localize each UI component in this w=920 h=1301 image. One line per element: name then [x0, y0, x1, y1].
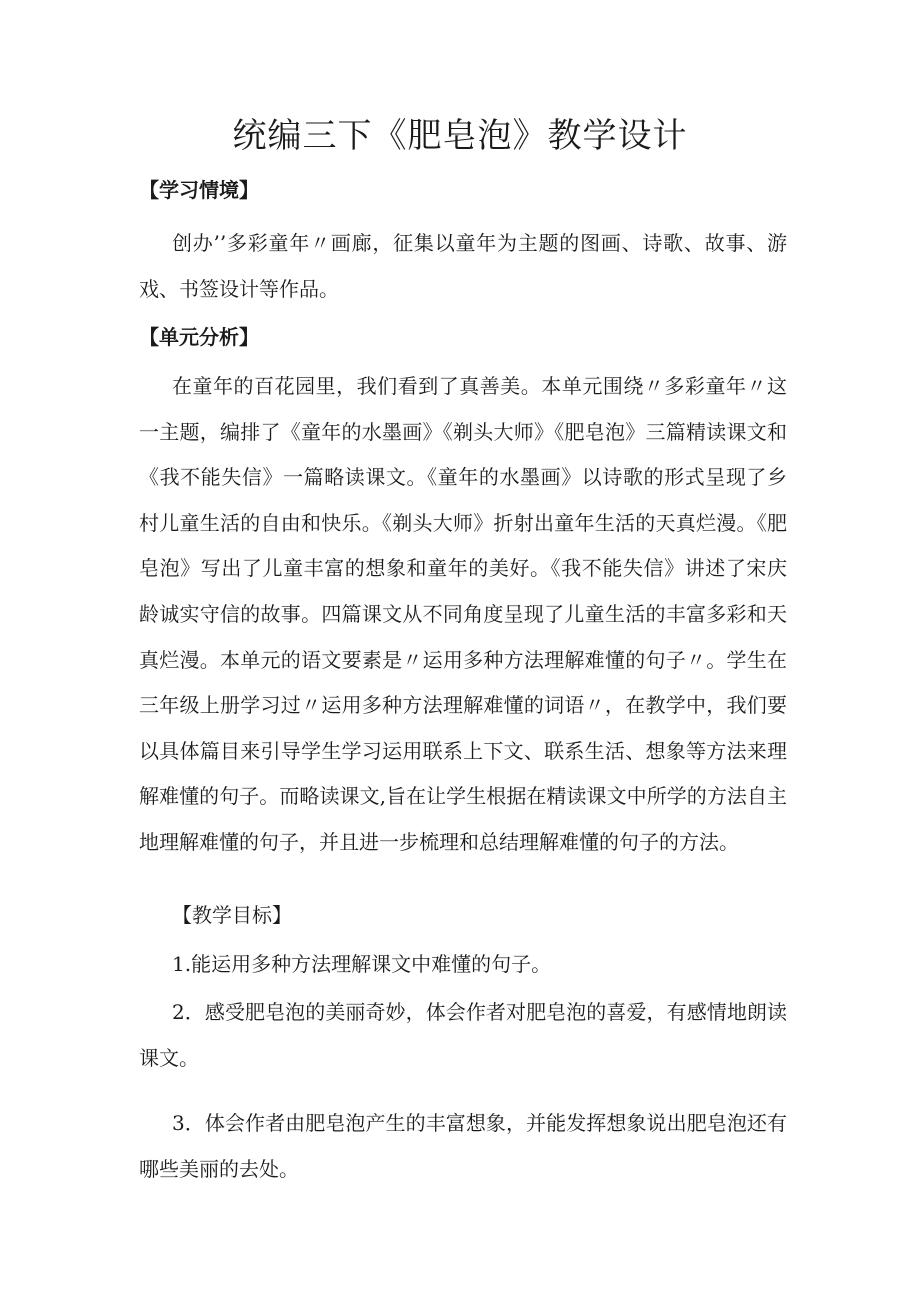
analysis-paragraph: 在童年的百花园里，我们看到了真善美。本单元围绕〃多彩童年〃这一主题，编排了《童年的水墨画》《剃头大师》《肥皂泡》三篇精读课文和《我不能失信》一篇略读课文。《童年的水墨画》以诗歌的形式呈现了乡村儿童生活的自由和快乐。《剃头大师》折射出童年生活的天真烂漫。《肥皂泡》写出了儿童丰富的想象和童年的美好。《我不能失信》讲述了宋庆龄诚实守信的故事。四篇课文从不同角度呈现了儿童生活的丰富多彩和天真烂漫。本单元的语文要素是〃运用多种方法理解难懂的句子〃。学生在三年级上册学习过〃运用多种方法理解难懂的词语〃，在教学中，我们要以具体篇目来引导学生学习运用联系上下文、联系生活、想象等方法来理解难懂的句子。而略读课文,旨在让学生根据在精读课文中所学的方法自主地理解难懂的句子，并且进一步梳理和总结理解难懂的句子的方法。	[139, 374, 787, 854]
goal-item-1: 1.能运用多种方法理解课文中难懂的句子。	[172, 952, 552, 976]
section-heading-analysis: 【单元分析】	[139, 325, 259, 349]
goal-item-3: 3．体会作者由肥皂泡产生的丰富想象，并能发挥想象说出肥皂泡还有哪些美丽的去处。	[139, 1111, 787, 1181]
section-heading-goals: 【教学目标】	[172, 903, 292, 927]
section-heading-context: 【学习情境】	[139, 178, 259, 202]
document-title: 统编三下《肥皂泡》教学设计	[232, 116, 688, 156]
context-paragraph: 创办’’多彩童年〃画廊，征集以童年为主题的图画、诗歌、故事、游戏、书签设计等作品。	[139, 231, 787, 301]
goal-item-2: 2．感受肥皂泡的美丽奇妙，体会作者对肥皂泡的喜爱，有感情地朗读课文。	[139, 1000, 787, 1070]
